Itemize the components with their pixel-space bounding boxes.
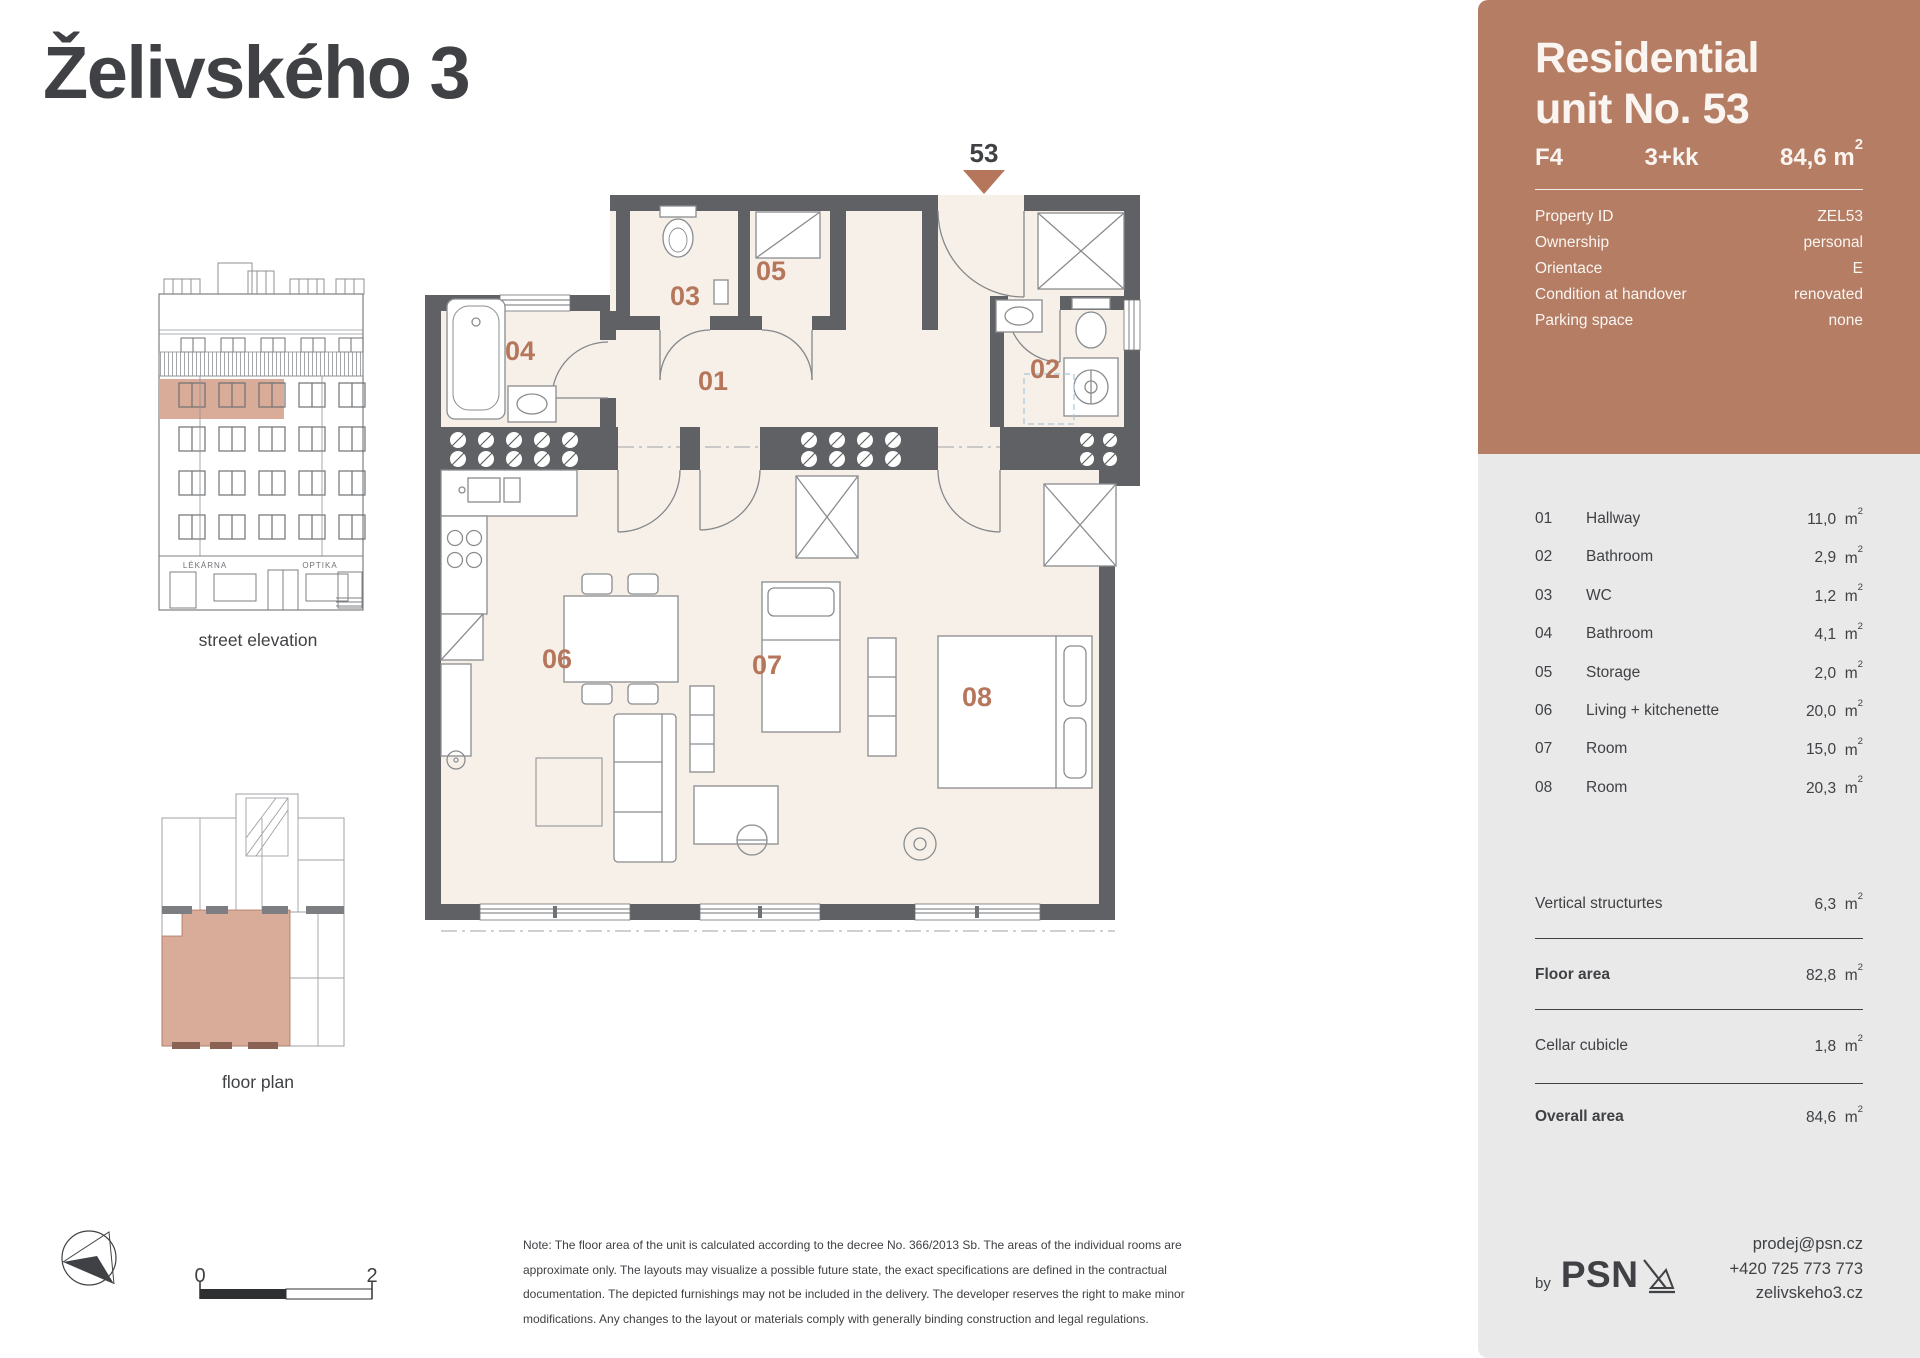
disposition: 3+kk [1644,144,1699,171]
detail-label: Ownership [1535,234,1610,251]
room-number: 07 [1535,740,1553,758]
detail-row [1535,312,1863,338]
room-row [1535,697,1863,740]
room-area: 20,0 $m^2$ [1805,697,1863,721]
note-line: documentation. The depicted furnishings may not be included in the delivery. The developer reserves the right to make minor [523,1287,1185,1302]
total-row-cellar: Cellar cubicle 1,8 $m^2$ [1535,1032,1863,1056]
scale-bar [185,1252,385,1307]
scale-end-label: 2 [366,1265,378,1287]
note-line: modifications. Any changes to the layout or materials comply with generally binding construction and legal regulations. [523,1311,1149,1326]
room-number: 02 [1535,548,1553,566]
room-label-02: 02 [1030,354,1061,384]
room-name: Living + kitchenette [1586,701,1720,719]
total-area: 84,6 $m^2$ [1805,1103,1863,1127]
room-area: 4,1 $m^2$ [1814,620,1863,644]
room-name: Bathroom [1586,548,1654,566]
note-line: approximate only. The layouts may visualize a possible future state, the exact specifications are defined in the contractual [523,1262,1167,1277]
psn-logo-icon [1640,1257,1676,1295]
detail-value: personal [1803,234,1863,251]
developer-brand [1535,1254,1676,1296]
sidebar-header [1478,0,1920,454]
north-arrow-icon [45,1222,135,1312]
room-label-03: 03 [670,281,701,311]
detail-value: ZEL53 [1817,208,1863,225]
shop-sign-right: OPTIKA [302,561,338,570]
room-number: 05 [1535,663,1553,681]
room-row [1535,544,1863,586]
detail-label: Property ID [1535,208,1614,225]
street-elevation-label: street elevation [198,630,318,650]
room-row [1535,774,1863,817]
detail-row [1535,208,1863,234]
unit-spec-row [1535,137,1863,172]
detail-row [1535,234,1863,260]
unit-floor-plan [420,140,1145,1140]
room-name: WC [1586,586,1612,604]
property-details [1535,208,1863,338]
unit-marker-label: 53 [969,140,999,168]
room-number: 08 [1535,778,1553,796]
note-line: Note: The floor area of the unit is calculated according to the decree No. 366/2013 Sb. The areas of the individual rooms are [523,1238,1182,1252]
contact-block [1729,1232,1863,1306]
room-label-06: 06 [542,644,573,674]
brand-name: PSN [1560,1254,1639,1295]
room-area: 2,0 $m^2$ [1814,659,1863,682]
detail-label: Condition at handover [1535,286,1687,303]
room-label-08: 08 [962,682,993,712]
elevation-unit-highlight [159,379,284,419]
unit-marker-triangle [963,170,1005,194]
detail-value: none [1828,312,1863,329]
room-name: Room [1586,778,1628,796]
room-number: 03 [1535,586,1553,604]
room-row [1535,582,1863,625]
room-number: 06 [1535,701,1553,719]
sidebar-body [1478,454,1920,1358]
totals-divider [1535,1083,1863,1084]
total-row-vertical-structures: Vertical structurtes 6,3 $m^2$ [1535,890,1863,914]
room-row [1535,505,1863,548]
room-list [1535,505,1863,817]
room-label-07: 07 [752,650,783,680]
room-row [1535,620,1863,663]
detail-label: Orientace [1535,260,1603,277]
room-label-04: 04 [505,336,536,366]
contact-website[interactable]: zelivskeho3.cz [1755,1284,1863,1303]
sidebar-title-line2: unit No. 53 [1535,85,1750,133]
header-divider [1535,189,1863,190]
room-number: 04 [1535,625,1553,643]
totals-divider [1535,938,1863,939]
total-area: 6,3 $m^2$ [1814,890,1863,914]
total-area: 1,8 $m^2$ [1814,1032,1863,1056]
room-row [1535,659,1863,702]
legal-note [523,1233,1185,1331]
brand-by-label: by [1535,1275,1551,1292]
contact-email[interactable]: prodej@psn.cz [1752,1235,1863,1253]
street-elevation-drawing [150,250,375,620]
layout-code: F4 [1535,144,1564,171]
room-area: 20,3 $m^2$ [1805,774,1863,797]
detail-label: Parking space [1535,312,1634,329]
room-number: 01 [1535,510,1553,527]
room-name: Room [1586,740,1628,758]
room-name: Storage [1586,663,1641,681]
sidebar-title-line1: Residential [1535,34,1759,82]
contact-phone[interactable]: +420 725 773 773 [1729,1259,1863,1278]
floor-plan-label: floor plan [222,1072,294,1092]
total-row-overall: Overall area 84,6 $m^2$ [1535,1103,1863,1127]
detail-value: E [1852,260,1863,277]
unit-info-sidebar [1478,0,1920,1358]
room-label-05: 05 [756,256,787,286]
total-area: 82,8 $m^2$ [1805,961,1863,985]
scale-start-label: 0 [194,1265,206,1287]
room-area: 15,0 $m^2$ [1805,736,1863,759]
room-label-01: 01 [698,366,729,396]
totals-divider [1535,1009,1863,1010]
room-area: 1,2 $m^2$ [1814,582,1863,605]
detail-row [1535,260,1863,286]
total-row-floor-area: Floor area 82,8 $m^2$ [1535,961,1863,985]
room-name: Hallway [1586,510,1641,527]
floor-plan-thumbnail [148,780,352,1055]
shop-sign-left: LÉKÁRNA [182,561,228,570]
room-area: 2,9 $m^2$ [1814,544,1863,567]
sidebar-title [1535,33,1880,135]
room-row [1535,736,1863,778]
detail-value: renovated [1794,286,1863,303]
detail-row [1535,286,1863,312]
room-area: 11,0 $m^2$ [1807,505,1863,529]
unit-area: 84,6 $m^2$ [1779,137,1863,171]
room-name: Bathroom [1586,625,1654,643]
page-title: Želivského 3 [43,31,470,114]
